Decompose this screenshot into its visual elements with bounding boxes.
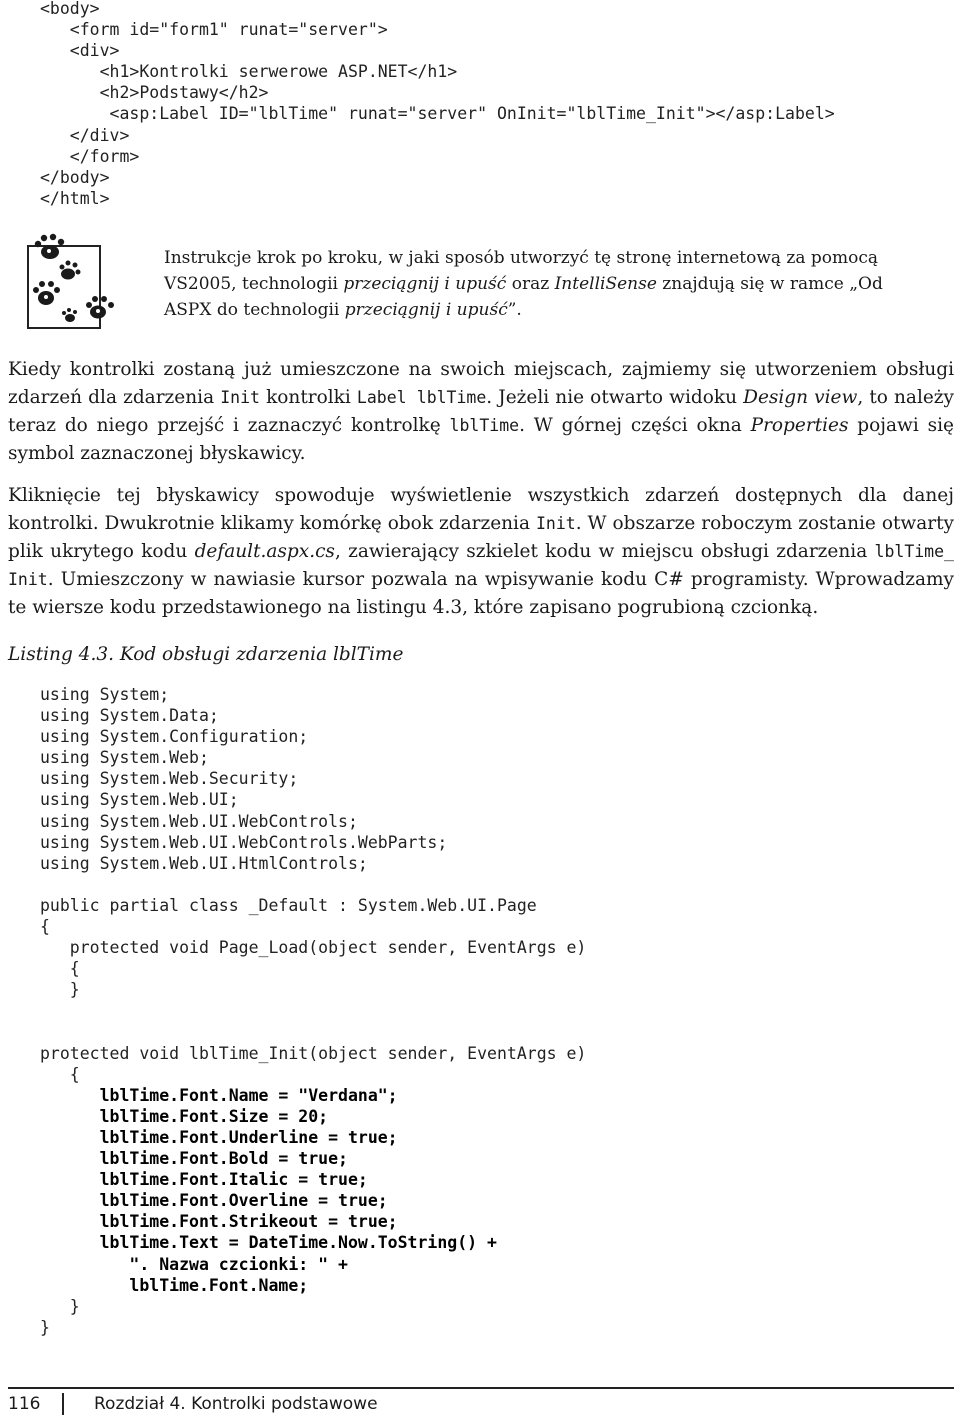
italic-term: Properties xyxy=(750,415,849,436)
code-closing-block xyxy=(40,1297,80,1337)
listing-caption: Listing 4.3. Kod obsługi zdarzenia lblTime xyxy=(8,644,404,665)
code-line: using System.Configuration; xyxy=(40,727,309,747)
tip-text-part: znajdują się w ramce „Od ASPX do technologii xyxy=(164,274,883,320)
tip-italic-term: przeciągnij i upuść xyxy=(343,274,507,294)
code-line: <form id="form1" runat="server"> xyxy=(40,20,388,40)
code-line: using System.Data; xyxy=(40,706,219,726)
code-line: <div> xyxy=(40,41,120,61)
code-line: <body> xyxy=(40,0,100,18)
code-line: using System.Web.Security; xyxy=(40,769,299,789)
chapter-title: Rozdział 4. Kontrolki podstawowe xyxy=(94,1394,378,1414)
code-snippet-aspx xyxy=(40,0,835,209)
paragraph-text: , zawierający szkielet kodu w miejscu obsługi zdarzenia xyxy=(334,541,875,562)
wrench-paws-tip-icon xyxy=(22,232,122,336)
code-line: } xyxy=(40,1317,50,1337)
italic-term: default.aspx.cs xyxy=(194,541,335,562)
tip-text-part: ”. xyxy=(507,300,522,320)
body-paragraph xyxy=(8,356,954,468)
code-line: lblTime.Font.Overline = true; xyxy=(40,1191,388,1211)
code-line: lblTime.Font.Underline = true; xyxy=(40,1127,398,1147)
code-line: using System.Web; xyxy=(40,748,209,768)
tip-text xyxy=(164,245,934,323)
code-line: } xyxy=(40,1296,80,1316)
code-line: using System; xyxy=(40,685,170,704)
code-line: using System.Web.UI.WebControls.WebParts; xyxy=(40,832,448,852)
inline-code: Label lblTime xyxy=(356,388,487,407)
inline-code: lblTime xyxy=(449,416,520,435)
paragraph-text: Kiedy kontrolki zostaną już umieszczone na swoich miejscach, zajmiemy się utworzeniem obsługi zdarzeń dla zdarzenia xyxy=(8,359,954,408)
code-line: lblTime.Font.Name = "Verdana"; xyxy=(40,1085,398,1105)
paragraph-text: , to należy teraz do niego przejść i zaznaczyć kontrolkę xyxy=(8,387,955,436)
footer-rule xyxy=(8,1387,954,1389)
paragraph-text: . Umieszczony w nawiasie kursor pozwala na wpisywanie kodu C# programisty. Wprowadzamy te wiersze kodu przedstawionego na listingu 4.3, które zapisano pogrubioną czcionką. xyxy=(8,569,954,618)
code-line: </div> xyxy=(40,125,130,145)
footer-separator xyxy=(62,1393,64,1415)
paragraph-text: . W obszarze roboczym zostanie otwarty plik ukrytego kodu xyxy=(8,513,954,562)
tip-italic-term: IntelliSense xyxy=(554,274,657,294)
paragraph-text: . Jeżeli nie otwarto widoku xyxy=(486,387,744,408)
inline-code: Init xyxy=(220,388,260,407)
tip-italic-term: przeciągnij i upuść xyxy=(344,300,508,320)
tip-text-part: Instrukcje krok po kroku, w jaki sposób utworzyć tę stronę internetową za pomocą VS2005, technologii xyxy=(164,248,879,294)
code-bold-block xyxy=(40,1086,497,1295)
code-listing xyxy=(40,684,586,1338)
code-line: public partial class _Default : System.Web.UI.Page xyxy=(40,895,537,915)
paragraph-text: pojawi się symbol zaznaczonej błyskawicy. xyxy=(8,415,954,464)
paragraph-text: Kliknięcie tej błyskawicy spowoduje wyświetlenie wszystkich zdarzeń dostępnych dla danej kontrolki. Dwukrotnie klikamy komórkę obok zdarzenia xyxy=(8,485,954,534)
code-line: lblTime.Text = DateTime.Now.ToString() + xyxy=(40,1233,497,1253)
code-line: protected void Page_Load(object sender, EventArgs e) xyxy=(40,938,587,958)
code-line: </body> xyxy=(40,167,110,187)
code-line: </html> xyxy=(40,188,110,208)
code-plain-block xyxy=(40,685,586,1084)
code-line: lblTime.Font.Bold = true; xyxy=(40,1149,348,1169)
code-line: </form> xyxy=(40,146,140,166)
code-line: protected void lblTime_Init(object sender, EventArgs e) xyxy=(40,1043,587,1063)
page-number: 116 xyxy=(8,1394,41,1414)
body-paragraph xyxy=(8,482,954,622)
paragraph-text: . W górnej części okna xyxy=(519,415,751,436)
code-line: lblTime.Font.Size = 20; xyxy=(40,1106,329,1126)
inline-code: lblTime_ Init xyxy=(8,542,954,589)
page-footer xyxy=(8,1392,378,1416)
code-line: using System.Web.UI.HtmlControls; xyxy=(40,853,368,873)
code-line: using System.Web.UI.WebControls; xyxy=(40,811,358,831)
italic-term: Design view xyxy=(743,387,858,408)
code-line: { xyxy=(40,1064,80,1084)
code-line: lblTime.Font.Name; xyxy=(40,1275,309,1295)
code-line: <asp:Label ID="lblTime" runat="server" OnInit="lblTime_Init"></asp:Label> xyxy=(40,104,835,124)
code-line: { xyxy=(40,959,80,979)
code-line: lblTime.Font.Italic = true; xyxy=(40,1170,368,1190)
code-line: } xyxy=(40,980,80,1000)
code-line: lblTime.Font.Strikeout = true; xyxy=(40,1212,398,1232)
code-line: ". Nazwa czcionki: " + xyxy=(40,1254,348,1274)
code-line: using System.Web.UI; xyxy=(40,790,239,810)
inline-code: Init xyxy=(535,514,576,533)
code-line: { xyxy=(40,917,50,937)
code-line: <h2>Podstawy</h2> xyxy=(40,83,269,103)
paragraph-text: kontrolki xyxy=(259,387,357,408)
tip-text-part: oraz xyxy=(506,274,555,294)
code-line: <h1>Kontrolki serwerowe ASP.NET</h1> xyxy=(40,62,458,82)
